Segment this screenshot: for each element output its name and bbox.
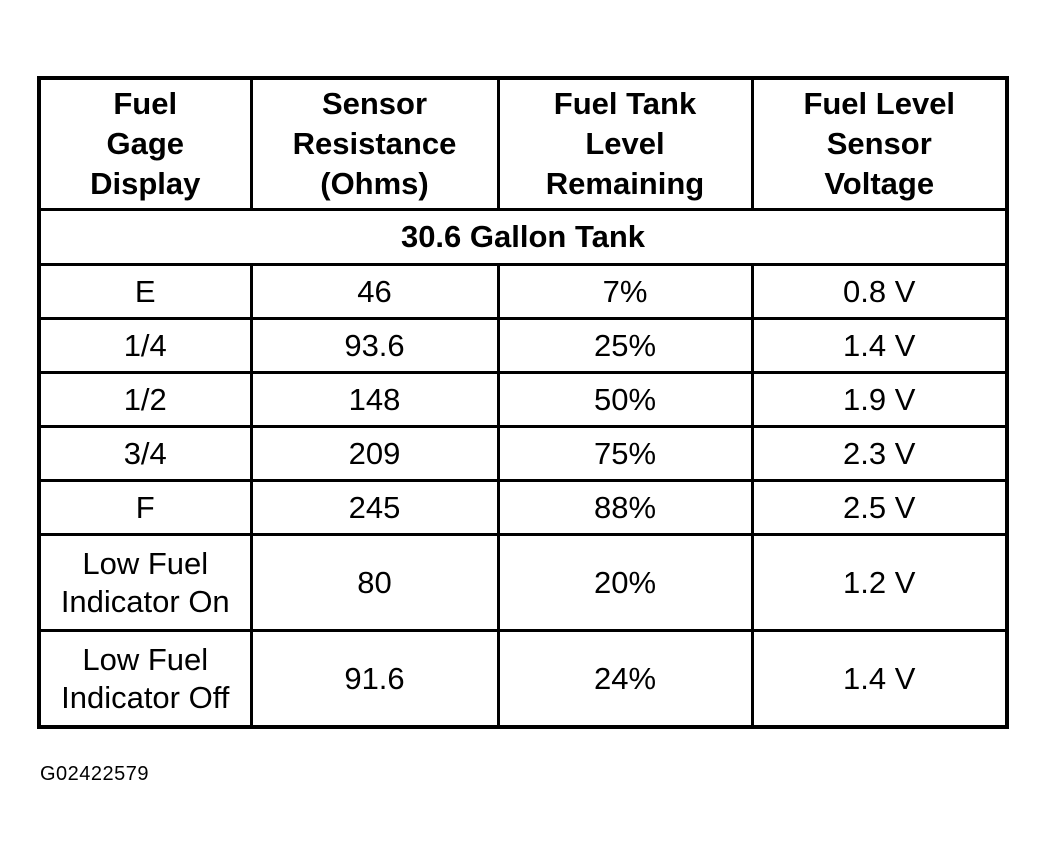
cell-voltage: 1.2 V (752, 535, 1007, 631)
cell-voltage: 1.4 V (752, 631, 1007, 728)
group-label: 30.6 Gallon Tank (39, 210, 1007, 265)
header-fuel-tank-level (498, 78, 752, 210)
header-line: Voltage (824, 166, 935, 201)
fuel-sensor-table (37, 76, 1009, 729)
cell-line: Indicator Off (61, 679, 230, 715)
cell-level: 50% (498, 373, 752, 427)
figure-id-caption: G02422579 (40, 763, 150, 785)
cell-resistance: 80 (251, 535, 498, 631)
header-line: Sensor (826, 126, 932, 161)
cell-display: 1/4 (39, 319, 251, 373)
header-line: Fuel (113, 86, 178, 121)
table-row (39, 265, 1007, 319)
table-row (39, 427, 1007, 481)
header-line: Level (585, 126, 665, 161)
table-row (39, 481, 1007, 535)
header-line: Fuel Level (803, 86, 956, 121)
cell-line: Low Fuel (82, 641, 209, 677)
cell-resistance: 209 (251, 427, 498, 481)
header-line: (Ohms) (320, 166, 429, 201)
cell-display: 3/4 (39, 427, 251, 481)
header-sensor-resistance (251, 78, 498, 210)
cell-voltage: 1.9 V (752, 373, 1007, 427)
cell-level: 88% (498, 481, 752, 535)
header-fuel-gage-display (39, 78, 251, 210)
cell-line: Indicator On (60, 583, 230, 619)
header-line: Resistance (292, 126, 457, 161)
cell-level: 20% (498, 535, 752, 631)
cell-display (39, 631, 251, 728)
cell-voltage: 2.5 V (752, 481, 1007, 535)
table-row-low-fuel-on (39, 535, 1007, 631)
header-sensor-voltage (752, 78, 1007, 210)
table-row (39, 373, 1007, 427)
header-line: Remaining (545, 166, 705, 201)
cell-voltage: 2.3 V (752, 427, 1007, 481)
header-line: Gage (106, 126, 185, 161)
cell-voltage: 1.4 V (752, 319, 1007, 373)
cell-level: 25% (498, 319, 752, 373)
cell-level: 24% (498, 631, 752, 728)
cell-resistance: 245 (251, 481, 498, 535)
group-row (39, 210, 1007, 265)
cell-display: E (39, 265, 251, 319)
cell-display: 1/2 (39, 373, 251, 427)
cell-resistance: 148 (251, 373, 498, 427)
cell-display: F (39, 481, 251, 535)
cell-line: Low Fuel (82, 545, 209, 581)
cell-display (39, 535, 251, 631)
header-row (39, 78, 1007, 210)
cell-level: 75% (498, 427, 752, 481)
header-line: Fuel Tank (553, 86, 697, 121)
header-line: Display (90, 166, 201, 201)
cell-resistance: 46 (251, 265, 498, 319)
header-line: Sensor (321, 86, 428, 121)
table-row (39, 319, 1007, 373)
table-row-low-fuel-off (39, 631, 1007, 728)
cell-voltage: 0.8 V (752, 265, 1007, 319)
cell-level: 7% (498, 265, 752, 319)
cell-resistance: 91.6 (251, 631, 498, 728)
cell-resistance: 93.6 (251, 319, 498, 373)
